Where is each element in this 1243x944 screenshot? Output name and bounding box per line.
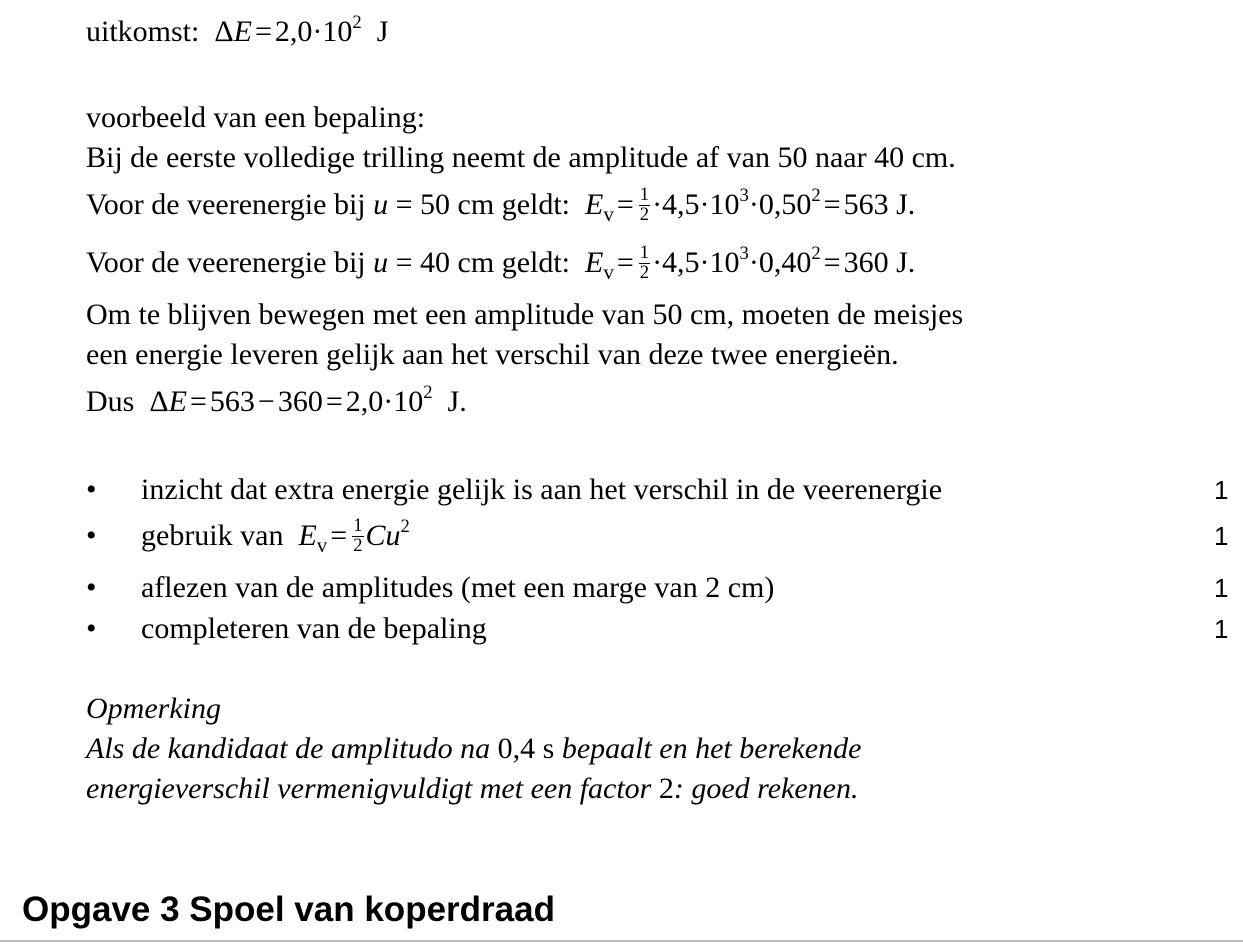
section-heading: Opgave 3 Spoel van koperdraad <box>22 890 555 929</box>
spring-energy-general-formula: $E_v$ = $\frac{1}{2}$ Cu$^2$ <box>298 515 410 557</box>
bullet-icon: • <box>86 519 97 552</box>
scoring-points-3: 1 <box>1214 573 1229 603</box>
example-line-4: Om te blijven bewegen met een amplitude van 50 cm, moeten de meisjes <box>86 298 964 331</box>
example-line-2: Voor de veerenergie bij u = 50 cm geldt: $E_v$ = $\frac{1}{2}$ $\cdot 4,5\cdot 10^3\cdot 0,50^2 = 563$ J. <box>86 184 916 226</box>
example-line-5: een energie leveren gelijk aan het verschil van deze twee energieën. <box>86 338 899 371</box>
scoring-item-3: aflezen van de amplitudes (met een marge van 2 cm) <box>141 571 775 604</box>
remark-line-2: energieverschil vermenigvuldigt met een factor 2: goed rekenen. <box>86 772 859 805</box>
bullet-icon: • <box>86 612 97 645</box>
scoring-item-2: gebruik van $E_v$ = $\frac{1}{2}$ Cu$^2$ <box>141 515 410 557</box>
example-line-3: Voor de veerenergie bij u = 40 cm geldt: $E_v$ = $\frac{1}{2}$ $\cdot 4,5\cdot 10^3\cdot 0,40^2 = 360$ J. <box>86 242 916 284</box>
spring-energy-formula-40: $E_v$ = $\frac{1}{2}$ $\cdot 4,5\cdot 10^3\cdot 0,40^2 = 360$ J. <box>585 242 916 284</box>
outcome-formula: $\Delta E = 2,0\cdot 10^2$ J <box>206 11 389 48</box>
scoring-item-1: inzicht dat extra energie gelijk is aan het verschil in de veerenergie <box>141 473 943 506</box>
example-heading: voorbeeld van een bepaling: <box>86 101 426 134</box>
divider <box>0 940 1243 942</box>
spring-energy-formula-50: $E_v$ = $\frac{1}{2}$ $\cdot 4,5\cdot 10^3\cdot 0,50^2 = 563$ J. <box>585 184 916 226</box>
outcome-line <box>86 11 389 54</box>
scoring-points-2: 1 <box>1214 521 1229 551</box>
bullet-icon: • <box>86 571 97 604</box>
energy-difference-formula: $\Delta E = 563 - 360 = 2,0\cdot 10^2$ J. <box>141 381 467 418</box>
outcome-label: uitkomst: <box>86 15 200 48</box>
scoring-item-4: completeren van de bepaling <box>141 612 487 645</box>
scoring-points-4: 1 <box>1214 614 1229 644</box>
bullet-icon: • <box>86 473 97 506</box>
remark-title: Opmerking <box>86 692 221 725</box>
example-line-1: Bij de eerste volledige trilling neemt de amplitude af van 50 naar 40 cm. <box>86 141 956 174</box>
example-line-6: Dus $\Delta E = 563 - 360 = 2,0\cdot 10^2$ J. <box>86 381 467 418</box>
remark-line-1: Als de kandidaat de amplitudo na 0,4 s bepaalt en het berekende <box>86 732 862 765</box>
scoring-points-1: 1 <box>1214 475 1229 505</box>
